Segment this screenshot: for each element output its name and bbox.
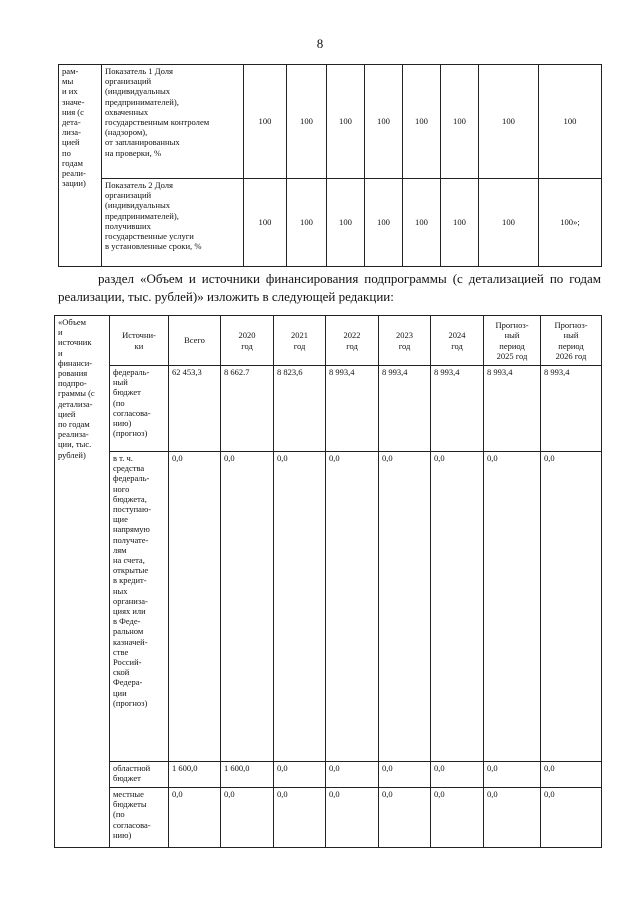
indicator-label: Показатель 2 Доля организаций (индивидуальных предпринимателей), получивших государственные услуги в установленные сроки, % <box>102 179 244 267</box>
column-header: Источни- ки <box>110 316 169 366</box>
amount: 0,0 <box>541 762 602 788</box>
indicator-value: 100 <box>441 65 479 179</box>
amount: 0,0 <box>379 452 431 762</box>
amount: 0,0 <box>169 788 221 848</box>
page-number: 8 <box>316 36 324 51</box>
column-header: 2020 год <box>221 316 274 366</box>
indicator-value: 100 <box>287 65 327 179</box>
financing-table <box>54 315 602 848</box>
amount: 8 993,4 <box>484 366 541 452</box>
amount: 0,0 <box>326 452 379 762</box>
amount: 0,0 <box>431 452 484 762</box>
indicator-value: 100 <box>244 65 287 179</box>
amount: 8 993,4 <box>541 366 602 452</box>
financing-row <box>55 788 602 848</box>
indicator-value: 100 <box>365 179 403 267</box>
amount: 0,0 <box>221 452 274 762</box>
financing-row <box>55 366 602 452</box>
source-label: федераль- ный бюджет (по согласова- нию) (прогноз) <box>110 366 169 452</box>
financing-side-label: «Объем и источник и финанси- рования подпро- граммы (с детализа- цией по годам реализа- ции, тыс. рублей) <box>55 316 110 848</box>
indicators-side-label: рам- мы и их значе- ния (с дета- лиза- цией по годам реали- зации) <box>59 65 102 267</box>
source-label: в т. ч. средства федераль- ного бюджета, поступаю- щие напрямую получате- лям на счета, открытые в кредит- ных организа- циях или в Феде- ральном казначей- стве Россий- ской Федера- ции (прогноз) <box>110 452 169 762</box>
indicator-value: 100 <box>327 179 365 267</box>
amount: 62 453,3 <box>169 366 221 452</box>
indicators-table <box>58 64 602 267</box>
column-header: 2023 год <box>379 316 431 366</box>
amount: 0,0 <box>326 788 379 848</box>
amount: 0,0 <box>484 788 541 848</box>
indicator-value: 100»; <box>539 179 602 267</box>
indicator-value: 100 <box>479 65 539 179</box>
column-header: Прогноз- ный период 2026 год <box>541 316 602 366</box>
amount: 8 993,4 <box>326 366 379 452</box>
amount: 0,0 <box>379 788 431 848</box>
amount: 8 662.7 <box>221 366 274 452</box>
financing-row <box>55 452 602 762</box>
amount: 0,0 <box>431 762 484 788</box>
column-header: Всего <box>169 316 221 366</box>
source-label: местные бюджеты (по согласова- нию) <box>110 788 169 848</box>
amount: 0,0 <box>274 452 326 762</box>
column-header: Прогноз- ный период 2025 год <box>484 316 541 366</box>
amount: 8 993,4 <box>431 366 484 452</box>
indicator-row <box>59 179 602 267</box>
column-header: 2021 год <box>274 316 326 366</box>
amount: 0,0 <box>541 788 602 848</box>
financing-row <box>55 762 602 788</box>
column-header: 2022 год <box>326 316 379 366</box>
amount: 0,0 <box>431 788 484 848</box>
amount: 0,0 <box>274 762 326 788</box>
indicator-value: 100 <box>479 179 539 267</box>
amendment-paragraph: раздел «Объем и источники финансирования подпрограммы (с детализацией по годам реализации, тыс. рублей)» изложить в следующей редакции: <box>58 271 601 304</box>
indicator-value: 100 <box>403 179 441 267</box>
amount: 0,0 <box>379 762 431 788</box>
indicator-value: 100 <box>244 179 287 267</box>
amount: 8 993,4 <box>379 366 431 452</box>
indicator-value: 100 <box>441 179 479 267</box>
amount: 1 600,0 <box>221 762 274 788</box>
amount: 0,0 <box>484 762 541 788</box>
indicator-value: 100 <box>327 65 365 179</box>
amount: 0,0 <box>169 452 221 762</box>
indicator-row <box>59 65 602 179</box>
indicator-value: 100 <box>403 65 441 179</box>
indicator-value: 100 <box>539 65 602 179</box>
amount: 8 823,6 <box>274 366 326 452</box>
indicator-value: 100 <box>287 179 327 267</box>
indicator-label: Показатель 1 Доля организаций (индивидуальных предпринимателей), охваченных государственным контролем (надзором), от запланированных на проверки, % <box>102 65 244 179</box>
column-header: 2024 год <box>431 316 484 366</box>
source-label: областной бюджет <box>110 762 169 788</box>
financing-header-row <box>55 316 602 366</box>
indicator-value: 100 <box>365 65 403 179</box>
amount: 0,0 <box>221 788 274 848</box>
amount: 0,0 <box>274 788 326 848</box>
amount: 0,0 <box>541 452 602 762</box>
amount: 0,0 <box>326 762 379 788</box>
amount: 0,0 <box>484 452 541 762</box>
amount: 1 600,0 <box>169 762 221 788</box>
